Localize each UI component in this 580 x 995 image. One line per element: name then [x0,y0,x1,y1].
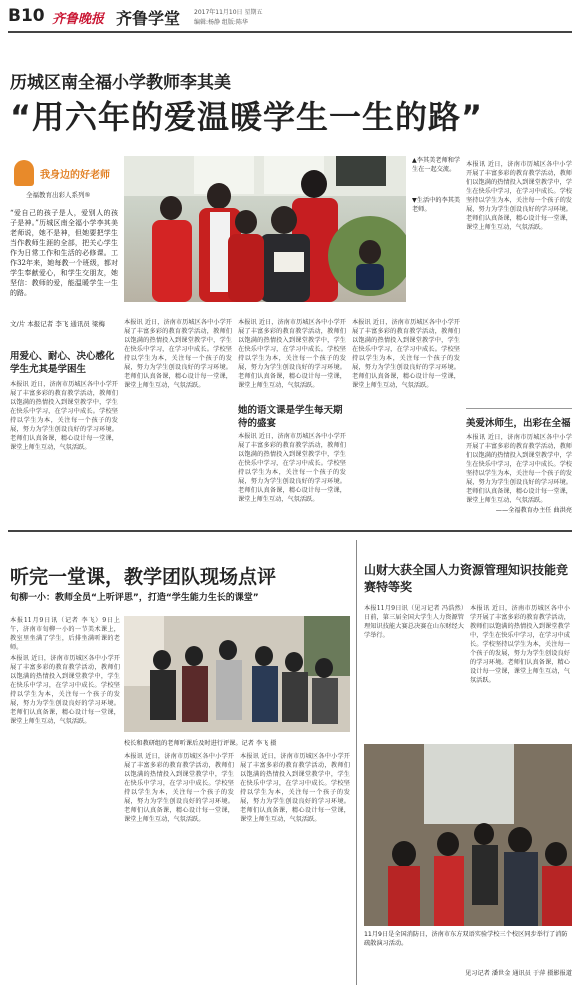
section-divider [8,530,572,532]
column-divider [356,540,357,985]
article2-subhead: 旬柳一小：教师全员“上听评思”，打造“学生能力生长的课堂” [10,593,259,603]
article2-col3: 本报讯 近日，济南市历城区各中小学开展了丰富多彩的教育教学活动，教师们以饱满的热情投入到课堂教学中，学生在快乐中学习，在学习中成长。学校坚持以学生为本，关注每一个孩子的发展，努力为学生创设良好的学习环境。老师们认真备课，精心设计每一堂课，课堂上师生互动，气氛活跃。 [240,753,350,823]
fire-drill-photo [364,744,572,926]
photo-caption-2: ▼生活中的李其美老师。 [412,197,461,213]
article2-headline: 听完一堂课，教学团队现场点评 [10,566,277,588]
principal-credit: ——全福教育办主任 曲洪亮 [495,507,572,514]
article3-photo-caption: 11月9日是全国消防日，济南市东方双语实验学校三个校区同步举行了消防疏散演习活动。 [364,931,568,947]
article1-col5: 本报讯 近日，济南市历城区各中小学开展了丰富多彩的教育教学活动，教师们以饱满的热情投入到课堂教学中，学生在快乐中学习，在学习中成长。学校坚持以学生为本，关注每一个孩子的发展，努力为学生创设良好的学习环境。老师们认真备课，精心设计每一堂课，课堂上师生互动，气氛活跃。 [466,161,572,231]
classroom-scene [124,156,406,302]
article2-col2: 本报讯 近日，济南市历城区各中小学开展了丰富多彩的教育教学活动，教师们以饱满的热情投入到课堂教学中，学生在快乐中学习，在学习中成长。学校坚持以学生为本，关注每一个孩子的发展，努力为学生创设良好的学习环境。老师们认真备课，精心设计每一堂课，课堂上师生互动，气氛活跃。 [124,753,234,823]
article1-col2: 本报讯 近日，济南市历城区各中小学开展了丰富多彩的教育教学活动，教师们以饱满的热情投入到课堂教学中，学生在快乐中学习，在学习中成长。学校坚持以学生为本，关注每一个孩子的发展，努力为学生创设良好的学习环境。老师们认真备课，精心设计每一堂课，课堂上师生互动，气氛活跃。 [124,319,232,389]
series-badge [10,156,118,202]
article1-byline: 文/片 本报记者 李飞 通讯员 梁梅 [10,320,105,328]
subhead-chinese-class: 她的语文课是学生每天期待的盛宴 [238,405,343,429]
principal-comment-box [466,408,572,525]
issue-date: 2017年11月10日 星期五 [194,9,263,16]
newspaper-logo: 齐鲁晚报 [52,12,105,27]
article1-col3: 本报讯 近日，济南市历城区各中小学开展了丰富多彩的教育教学活动，教师们以饱满的热情投入到课堂教学中，学生在快乐中学习，在学习中成长。学校坚持以学生为本，关注每一个孩子的发展，努力为学生创设良好的学习环境。老师们认真备课，精心设计每一堂课，课堂上师生互动，气氛活跃。 [238,319,346,389]
teacher-with-students-photo [124,156,406,302]
teacher-icon [14,160,34,186]
article2-intro: 本报11月9日讯（记者 李飞）9日上午，济南市旬柳一小的一节美术课上，教室里坐满了学生，后排坐满听课的老师。 [10,617,120,651]
teachers-classroom-photo [124,616,350,732]
article3-intro: 本报11月9日讯（见习记者 冯浩然）日前，第三届全国大学生人力资源管理知识技能大赛总决赛在山东财经大学举行。 [364,605,464,639]
principal-comment: 本报讯 近日，济南市历城区各中小学开展了丰富多彩的教育教学活动，教师们以饱满的热情投入到课堂教学中，学生在快乐中学习，在学习中成长。学校坚持以学生为本，关注每一个孩子的发展，努力为学生创设良好的学习环境。老师们认真备课，精心设计每一堂课，课堂上师生互动，气氛活跃。 [466,434,572,503]
article1-col4: 本报讯 近日，济南市历城区各中小学开展了丰富多彩的教育教学活动，教师们以饱满的热情投入到课堂教学中，学生在快乐中学习，在学习中成长。学校坚持以学生为本，关注每一个孩子的发展，努力为学生创设良好的学习环境。老师们认真备课，精心设计每一堂课，课堂上师生互动，气氛活跃。 [352,319,460,389]
editor-line: 编辑:杨静 组版:陈华 [194,19,248,26]
article2-col1: 本报讯 近日，济南市历城区各中小学开展了丰富多彩的教育教学活动，教师们以饱满的热情投入到课堂教学中，学生在快乐中学习，在学习中成长。学校坚持以学生为本，关注每一个孩子的发展，努力为学生创设良好的学习环境。老师们认真备课，精心设计每一堂课，课堂上师生互动，气氛活跃。 [10,655,120,725]
article2-photo-caption: 校长和教研组的老师听课后及时进行评课。记者 李飞 摄 [124,740,277,747]
article3-headline: 山财大获全国人力资源管理知识技能竞赛特等奖 [364,563,569,594]
article1-kicker: 历城区南全福小学教师李其美 [10,73,231,93]
article1-col3b: 本报讯 近日，济南市历城区各中小学开展了丰富多彩的教育教学活动，教师们以饱满的热情投入到课堂教学中，学生在快乐中学习，在学习中成长。学校坚持以学生为本，关注每一个孩子的发展，努力为学生创设良好的学习环境。老师们认真备课，精心设计每一堂课，课堂上师生互动，气氛活跃。 [238,433,346,503]
article3-photo-credit: 见习记者 潘世金 通讯员 于萍 摄影报道 [465,970,572,977]
page-number: B10 [8,6,45,26]
article1-lede: “爱自己的孩子是人，爱别人的孩子是神。”历城区南全福小学李其美老师说，她不是神，但她要把学生当作教师生涯的全部，把关心学生作为日常工作和生活的必修课。工作32年来，她每教一个班级，都对学生奉献爱心，和学生交朋友，她坚信：教师的爱，能温暖学生一生的路。 [10,209,118,297]
photo-caption-1: ▲李其美老师和学生在一起交流。 [412,157,461,173]
masthead-rule [8,31,572,33]
subhead-care: 用爱心、耐心、决心感化学生尤其是学困生 [10,351,115,375]
article3-col2: 本报讯 近日，济南市历城区各中小学开展了丰富多彩的教育教学活动，教师们以饱满的热情投入到课堂教学中，学生在快乐中学习，在学习中成长。学校坚持以学生为本，关注每一个孩子的发展，努力为学生创设良好的学习环境。老师们认真备课，精心设计每一堂课，课堂上师生互动，气氛活跃。 [470,605,570,684]
masthead [8,4,572,30]
meeting-scene [124,616,350,732]
students-evacuating-scene [364,744,572,926]
subhead-shine: 美爱沐师生，出彩在全福 [466,418,571,429]
article1-col1: 本报讯 近日，济南市历城区各中小学开展了丰富多彩的教育教学活动，教师们以饱满的热情投入到课堂教学中，学生在快乐中学习，在学习中成长。学校坚持以学生为本，关注每一个孩子的发展，努力为学生创设良好的学习环境。老师们认真备课，精心设计每一堂课，课堂上师生互动，气氛活跃。 [10,381,118,451]
badge-title: 我身边的好老师 [40,170,110,181]
article1-headline: “用六年的爱温暖学生一生的路” [10,98,484,136]
section-title: 齐鲁学堂 [116,9,181,28]
badge-subtitle: 全福教育出彩人系列⑤ [26,191,91,199]
